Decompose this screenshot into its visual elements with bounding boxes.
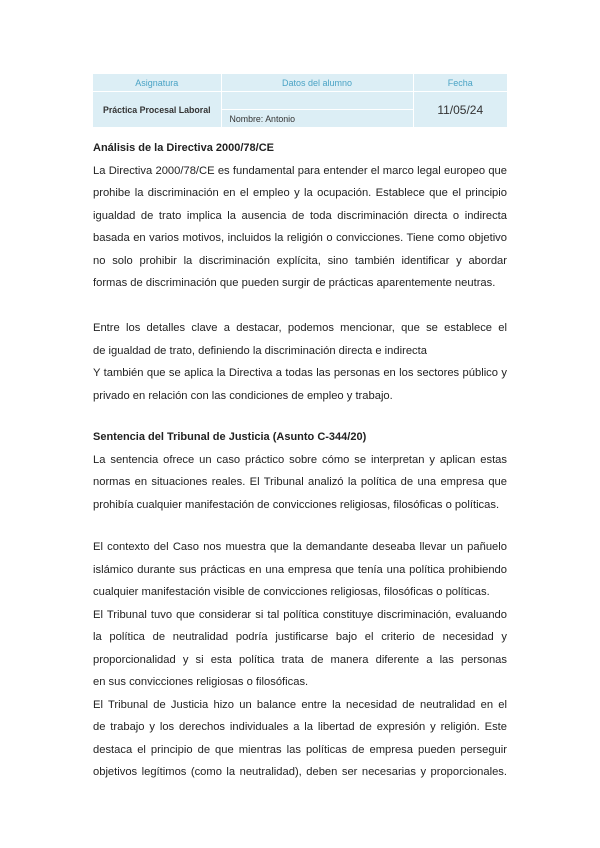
section2-p2-line: la política de neutralidad podría justificarse bajo el criterio de necesidad y bbox=[93, 631, 507, 643]
section2-p2-line: en sus convicciones religiosas o filosóficas. bbox=[93, 676, 309, 688]
section1-p1-line: formas de discriminación que pueden surgir de prácticas aparentemente neutras. bbox=[93, 277, 496, 289]
section1-p2 bbox=[93, 317, 507, 407]
section1-p1-line: no solo prohibir la discriminación explícita, sino también identificar y abordar bbox=[93, 254, 507, 267]
section2-p1-line: prohibía cualquier manifestación de convicciones religiosas, filosóficas o políticas. bbox=[93, 498, 500, 511]
subject-value: Práctica Procesal Laboral bbox=[93, 92, 221, 128]
section1-p2-line: Y también que se aplica la Directiva a todas las personas en los sectores público y bbox=[93, 367, 507, 379]
section2-p1-line: normas en situaciones reales. El Tribunal analizó la política de una empresa que bbox=[93, 476, 507, 488]
section1-p2-line: privado en relación con las condiciones de empleo y trabajo. bbox=[93, 389, 393, 402]
section1-title: Análisis de la Directiva 2000/78/CE bbox=[93, 142, 274, 154]
section2-p2-line: proporcionalidad y si esta política trata de manera diferente a las personas bbox=[93, 653, 507, 666]
section1 bbox=[93, 137, 507, 295]
section2-p2-line: cualquier manifestación visible de convicciones religiosas, filosóficas o políticas. bbox=[93, 586, 490, 598]
section2-p1-line: La sentencia ofrece un caso práctico sobre cómo se interpretan y aplican estas bbox=[93, 453, 507, 466]
section1-p1-line: prohibe la discriminación en el empleo y la ocupación. Establece que el principio bbox=[93, 187, 507, 199]
section1-p2-line: Entre los detalles clave a destacar, podemos mencionar, que se establece el bbox=[93, 322, 507, 334]
header-table bbox=[93, 74, 507, 127]
section2-p2-line: El Tribunal de Justicia hizo un balance entre la necesidad de neutralidad en el bbox=[93, 698, 507, 711]
section2-title: Sentencia del Tribunal de Justicia (Asunto C-344/20) bbox=[93, 431, 367, 443]
section1-p1-line: igualdad de trato implica la ausencia de toda discriminación directa o indirecta bbox=[93, 209, 507, 222]
section1-p1-line: basada en varios motivos, incluidos la religión o convicciones. Tiene como objetivo bbox=[93, 232, 507, 244]
header-student-label: Datos del alumno bbox=[221, 74, 413, 92]
section1-p1-line: La Directiva 2000/78/CE es fundamental para entender el marco legal europeo que bbox=[93, 164, 507, 177]
section1-p2-line: de igualdad de trato, definiendo la discriminación directa e indirecta bbox=[93, 344, 427, 357]
section2-p2-line: islámico durante sus prácticas en una empresa que tenía una política prohibiendo bbox=[93, 563, 507, 576]
section2-p2-line: objetivos legítimos (como la neutralidad), deben ser necesarias y proporcionales. bbox=[93, 766, 507, 778]
header-subject-label: Asignatura bbox=[93, 74, 221, 92]
section2-p2-line: de trabajo y los derechos individuales a la libertad de expresión y religión. Este bbox=[93, 721, 507, 733]
section2-p2-line: El contexto del Caso nos muestra que la demandante deseaba llevar un pañuelo bbox=[93, 541, 507, 553]
student-name: Nombre: Antonio bbox=[222, 109, 413, 127]
date-value: 11/05/24 bbox=[413, 92, 507, 128]
section2-p2-line: El Tribunal tuvo que considerar si tal política constituye discriminación, evaluando bbox=[93, 608, 507, 621]
student-cell bbox=[221, 92, 413, 128]
section2-p2-line: destaca el principio de que mientras las políticas de empresa pueden perseguir bbox=[93, 743, 507, 756]
header-date-label: Fecha bbox=[413, 74, 507, 92]
section2 bbox=[93, 426, 507, 516]
section2-p2 bbox=[93, 536, 507, 784]
